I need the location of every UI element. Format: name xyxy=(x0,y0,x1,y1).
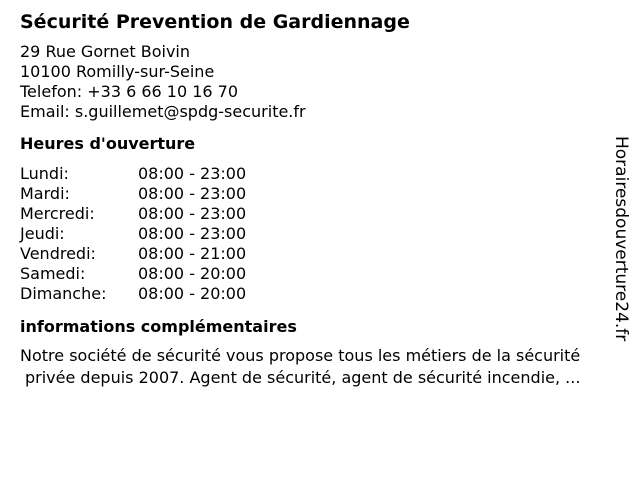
time-range: 08:00 - 21:00 xyxy=(138,244,247,263)
info-line: privée depuis 2007. Agent de sécurité, agent de sécurité incendie, ... xyxy=(25,368,581,387)
hours-heading: Heures d'ouverture xyxy=(20,134,196,153)
day-label: Dimanche: xyxy=(20,284,107,303)
time-range: 08:00 - 23:00 xyxy=(138,164,247,183)
phone-number: Telefon: +33 6 66 10 16 70 xyxy=(20,82,239,101)
time-range: 08:00 - 20:00 xyxy=(138,264,247,283)
info-description xyxy=(20,345,630,389)
day-label: Lundi: xyxy=(20,164,69,183)
business-name: Sécurité Prevention de Gardiennage xyxy=(20,11,410,33)
address-street: 29 Rue Gornet Boivin xyxy=(20,42,191,61)
day-label: Jeudi: xyxy=(20,224,65,243)
info-heading: informations complémentaires xyxy=(20,317,297,336)
info-line: Notre société de sécurité vous propose tous les métiers de la sécurité xyxy=(20,346,581,365)
time-range: 08:00 - 23:00 xyxy=(138,184,247,203)
day-label: Samedi: xyxy=(20,264,86,283)
hours-row-monday xyxy=(20,164,246,184)
hours-row-saturday xyxy=(20,264,246,284)
site-watermark: Horairesdouverture24.fr xyxy=(611,136,631,342)
business-card xyxy=(20,10,620,389)
day-label: Mardi: xyxy=(20,184,70,203)
hours-row-thursday xyxy=(20,224,246,244)
hours-table xyxy=(20,164,246,304)
hours-row-friday xyxy=(20,244,246,264)
day-label: Vendredi: xyxy=(20,244,96,263)
hours-row-sunday xyxy=(20,284,246,304)
address-city: 10100 Romilly-sur-Seine xyxy=(20,62,215,81)
email-address: Email: s.guillemet@spdg-securite.fr xyxy=(20,102,306,121)
day-label: Mercredi: xyxy=(20,204,95,223)
hours-row-wednesday xyxy=(20,204,246,224)
time-range: 08:00 - 23:00 xyxy=(138,204,247,223)
time-range: 08:00 - 23:00 xyxy=(138,224,247,243)
hours-row-tuesday xyxy=(20,184,246,204)
time-range: 08:00 - 20:00 xyxy=(138,284,247,303)
